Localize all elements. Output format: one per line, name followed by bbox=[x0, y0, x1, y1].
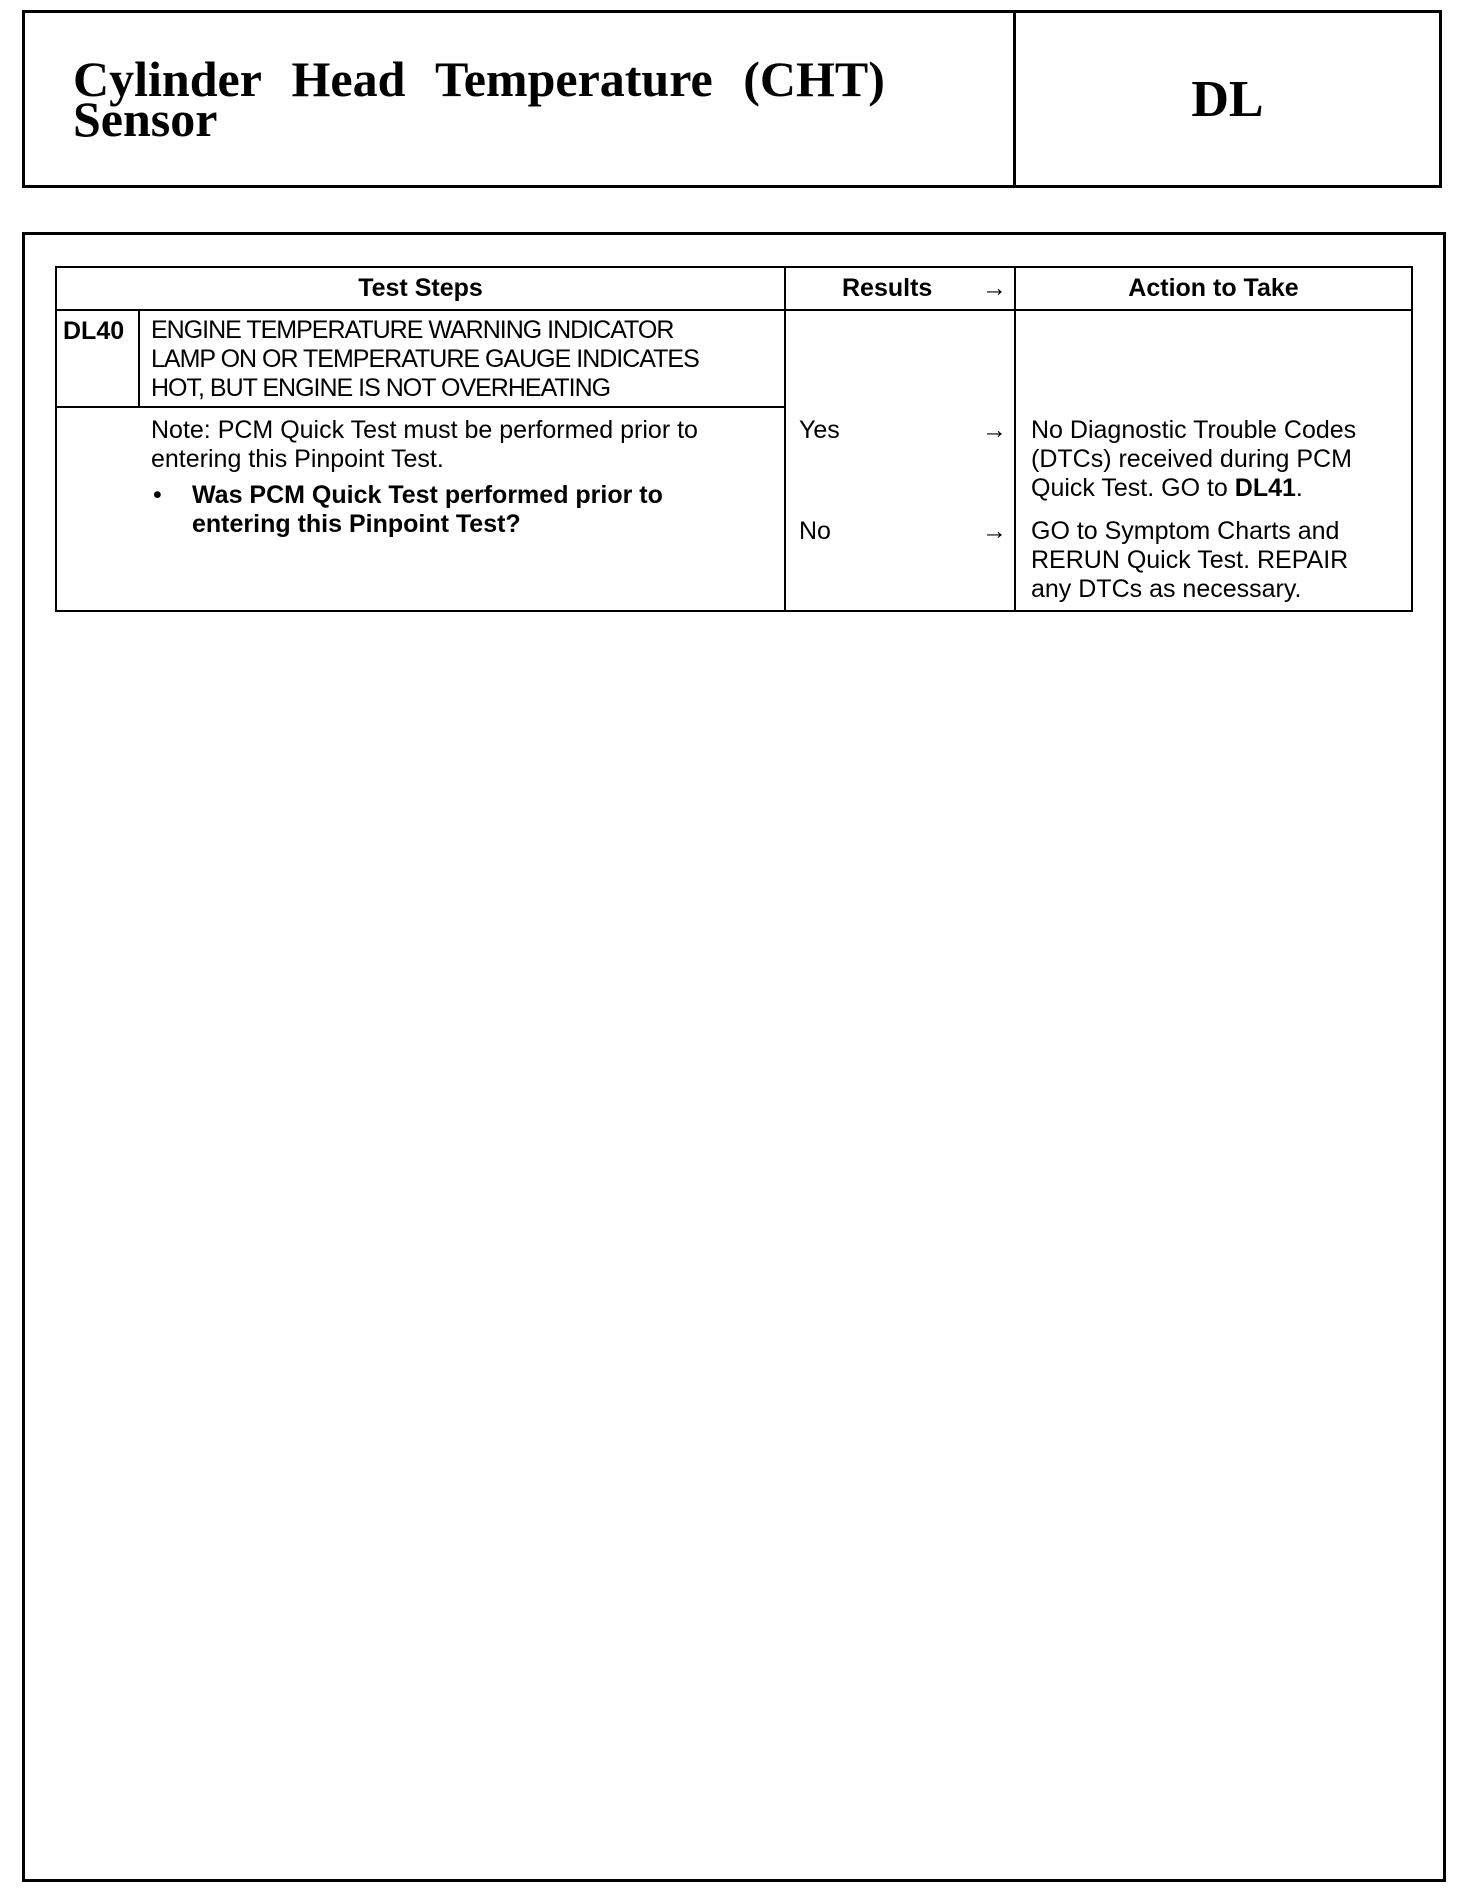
step-id: DL40 bbox=[63, 317, 125, 345]
question-line: entering this Pinpoint Test? bbox=[192, 510, 521, 538]
test-steps-table bbox=[55, 266, 1413, 612]
results-column-divider bbox=[784, 268, 786, 610]
action-line: No Diagnostic Trouble Codes bbox=[1031, 416, 1357, 444]
action-yes bbox=[1031, 416, 1356, 503]
action-line: GO to Symptom Charts and bbox=[1031, 517, 1340, 545]
header-box bbox=[22, 10, 1442, 188]
header-action: Action to Take bbox=[1128, 274, 1299, 302]
question-line: Was PCM Quick Test performed prior to bbox=[192, 481, 663, 509]
action-line: Quick Test. GO to DL41. bbox=[1031, 474, 1303, 502]
header-results: Results → bbox=[842, 274, 1007, 302]
header-test-steps: Test Steps bbox=[358, 274, 483, 302]
step-title-line: HOT, BUT ENGINE IS NOT OVERHEATING bbox=[151, 374, 611, 402]
step-title-divider bbox=[57, 406, 784, 408]
step-note bbox=[151, 416, 698, 474]
header-arrow-icon: → bbox=[982, 274, 1007, 302]
action-no bbox=[1031, 517, 1348, 604]
step-title-line: LAMP ON OR TEMPERATURE GAUGE INDICATES bbox=[151, 345, 699, 373]
result-no: No bbox=[799, 517, 831, 545]
header-row-divider bbox=[57, 309, 1411, 311]
step-title-line: ENGINE TEMPERATURE WARNING INDICATOR bbox=[151, 316, 674, 344]
step-question bbox=[192, 481, 663, 539]
action-line: any DTCs as necessary. bbox=[1031, 575, 1302, 603]
note-line: entering this Pinpoint Test. bbox=[151, 445, 444, 473]
step-reference: DL41 bbox=[1234, 474, 1296, 502]
step-title bbox=[151, 316, 699, 403]
title-line-1: Cylinder Head Temperature (CHT) bbox=[73, 51, 885, 107]
result-no-arrow-icon: → bbox=[982, 517, 1007, 545]
section-code: DL bbox=[1191, 70, 1264, 128]
bullet-icon: • bbox=[153, 481, 162, 509]
page-title bbox=[73, 51, 1013, 147]
title-line-2: Sensor bbox=[73, 91, 218, 147]
note-line: Note: PCM Quick Test must be performed prior to bbox=[151, 416, 698, 444]
result-yes: Yes bbox=[799, 416, 840, 444]
action-line: RERUN Quick Test. REPAIR bbox=[1031, 546, 1349, 574]
action-column-divider bbox=[1014, 268, 1016, 610]
result-yes-arrow-icon: → bbox=[982, 416, 1007, 444]
step-id-divider bbox=[138, 309, 140, 407]
action-line: (DTCs) received during PCM bbox=[1031, 445, 1352, 473]
